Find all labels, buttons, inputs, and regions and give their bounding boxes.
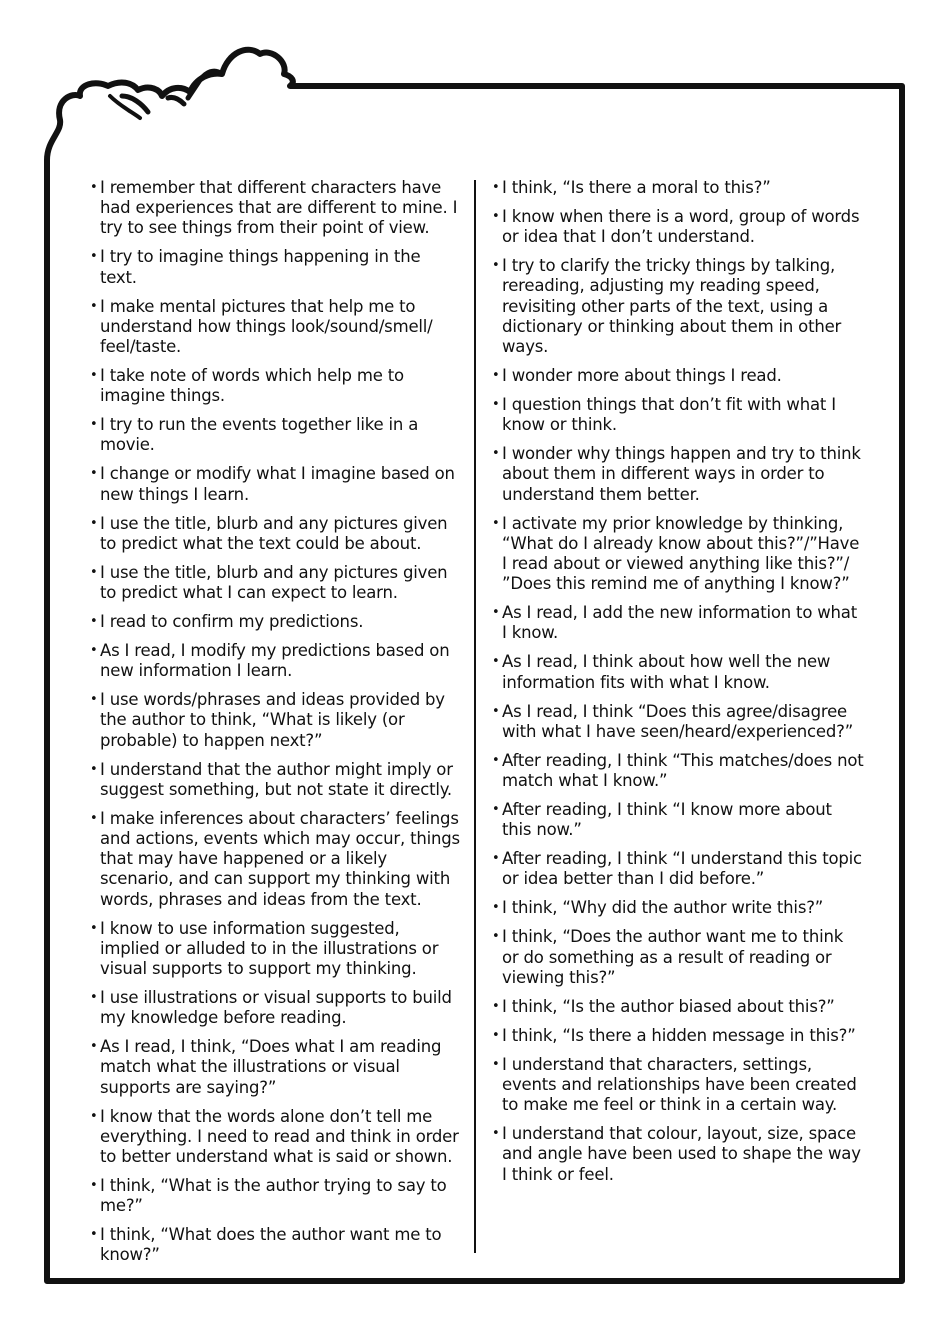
right-column-item: • As I read, I think about how well the new information fits with what I know. [492,652,864,692]
left-column-item: • I try to imagine things happening in the text. [90,247,462,287]
cloud-stroke-2 [168,97,184,104]
right-column-item: • I know when there is a word, group of words or idea that I don’t understand. [492,207,864,247]
right-column-item: • After reading, I think “This matches/does not match what I know.” [492,751,864,791]
right-column-item: • I question things that don’t fit with what I know or think. [492,395,864,435]
left-column-item: • I try to run the events together like in a movie. [90,415,462,455]
right-column-item: • As I read, I add the new information to what I know. [492,603,864,643]
right-column-item: • I think, “Why did the author write this?” [492,898,864,918]
right-column-list [492,178,864,1194]
left-column-item: • I know that the words alone don’t tell me everything. I need to read and think in order to better understand what is said or shown. [90,1107,462,1168]
left-column-list [90,178,462,1274]
left-column-item: • I understand that the author might imply or suggest something, but not state it directly. [90,760,462,800]
left-column-item: • I take note of words which help me to imagine things. [90,366,462,406]
column-divider [474,180,476,1253]
left-column-item: • I make mental pictures that help me to understand how things look/sound/smell/ feel/taste. [90,297,462,358]
right-column-item: • I understand that colour, layout, size, space and angle have been used to shape the way I think or feel. [492,1124,864,1185]
left-column-item: • I use the title, blurb and any pictures given to predict what the text could be about. [90,514,462,554]
left-column-item: • I change or modify what I imagine based on new things I learn. [90,464,462,504]
right-column-item: • I wonder why things happen and try to think about them in different ways in order to understand them better. [492,444,864,505]
right-column-item: • As I read, I think “Does this agree/disagree with what I have seen/heard/experienced?” [492,702,864,742]
right-column-item: • I activate my prior knowledge by thinking, “What do I already know about this?”/”Have I read about or viewed anything like this?”/ ”Does this remind me of anything I know?” [492,514,864,595]
left-column-item: • I use illustrations or visual supports to build my knowledge before reading. [90,988,462,1028]
right-column-item: • I try to clarify the tricky things by talking, rereading, adjusting my reading speed, revisiting other parts of the text, using a dictionary or thinking about them in other ways. [492,256,864,357]
left-column-item: • As I read, I think, “Does what I am reading match what the illustrations or visual supports are saying?” [90,1037,462,1098]
left-column-item: • I use the title, blurb and any pictures given to predict what I can expect to learn. [90,563,462,603]
left-column-item: • As I read, I modify my predictions based on new information I learn. [90,641,462,681]
right-column-item: • After reading, I think “I know more about this now.” [492,800,864,840]
right-column-item: • I think, “Is there a hidden message in this?” [492,1026,864,1046]
left-column-item: • I think, “What is the author trying to say to me?” [90,1176,462,1216]
right-column-item: • I think, “Does the author want me to think or do something as a result of reading or viewing this?” [492,927,864,988]
right-column-item: • I wonder more about things I read. [492,366,864,386]
left-column-item: • I make inferences about characters’ feelings and actions, events which may occur, things that may have happened or a likely scenario, and can support my thinking with words, phrases and ideas from the text. [90,809,462,910]
right-column-item: • I think, “Is there a moral to this?” [492,178,864,198]
left-column-item: • I read to confirm my predictions. [90,612,462,632]
left-column-item: • I think, “What does the author want me to know?” [90,1225,462,1265]
right-column-item: • I understand that characters, settings, events and relationships have been created to make me feel or think in a certain way. [492,1055,864,1116]
right-column-item: • After reading, I think “I understand this topic or idea better than I did before.” [492,849,864,889]
left-column-item: • I know to use information suggested, implied or alluded to in the illustrations or visual supports to support my thinking. [90,919,462,980]
right-column-item: • I think, “Is the author biased about this?” [492,997,864,1017]
left-column-item: • I use words/phrases and ideas provided by the author to think, “What is likely (or probable) to happen next?” [90,690,462,751]
left-column-item: • I remember that different characters have had experiences that are different to mine. I try to see things from their point of view. [90,178,462,239]
